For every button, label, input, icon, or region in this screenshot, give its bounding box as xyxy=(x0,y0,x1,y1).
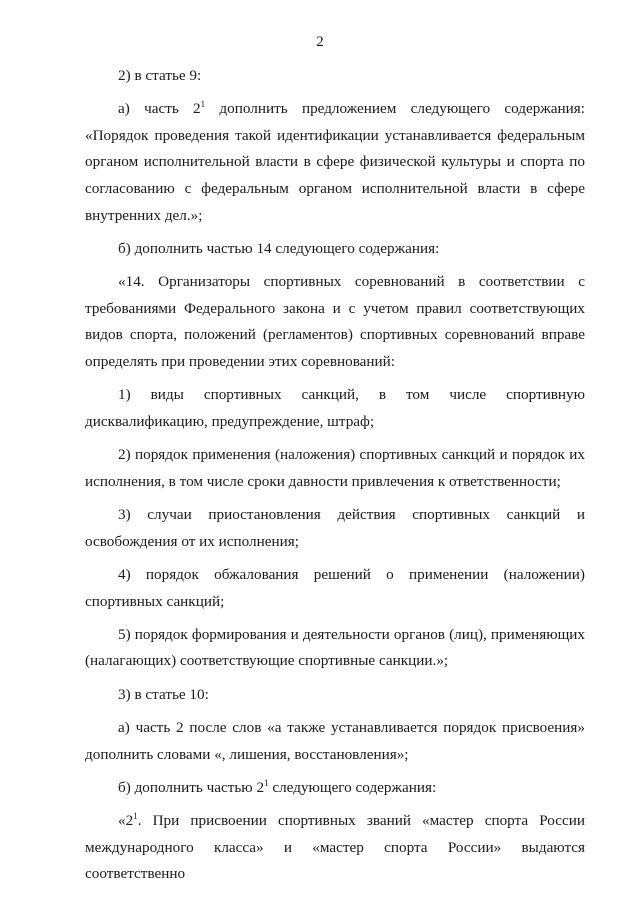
paragraph-2-1-rest: . При присвоении спортивных званий «мастер спорта России международного класса» и «мастер спорта России» выдаются соответственно xyxy=(85,812,585,883)
paragraph-9a-rest: дополнить предложением следующего содержания: «Порядок проведения такой идентификации устанавливается федеральным органом исполнительной власти в сфере физической культуры и спорта по согласованию с федеральным органом исполнительной власти в сфере внутренних дел.»; xyxy=(85,100,585,224)
page-number: 2 xyxy=(316,34,324,50)
document-body xyxy=(85,63,585,895)
paragraph-9b: б) дополнить частью 14 следующего содержания: xyxy=(118,239,440,257)
superscript: 1 xyxy=(264,777,269,788)
paragraph-10b-start: б) дополнить частью 2 xyxy=(118,778,265,796)
paragraph-9a xyxy=(85,96,585,229)
paragraph-part-14: «14. Организаторы спортивных соревнований в соответствии с требованиями Федерального закона и с учетом правил соответствующих видов спорта, положений (регламентов) спортивных соревнований вправе определять при проведении этих соревнований: xyxy=(85,273,585,370)
paragraph-10b xyxy=(85,775,585,802)
superscript: 1 xyxy=(133,811,138,822)
list-item-1: 1) виды спортивных санкций, в том числе спортивную дисквалификацию, предупреждение, штраф; xyxy=(85,386,585,430)
paragraph-10b-rest: следующего содержания: xyxy=(268,778,437,796)
superscript: 1 xyxy=(200,99,206,110)
paragraph-2-1-start: «2 xyxy=(118,812,134,830)
list-item-4: 4) порядок обжалования решений о применении (наложении) спортивных санкций; xyxy=(85,565,585,610)
list-item-5: 5) порядок формирования и деятельности органов (лиц), применяющих (налагающих) соответствующие спортивные санкции.»; xyxy=(85,625,585,670)
list-item-3: 3) случаи приостановления действия спортивных санкций и освобождения от их исполнения; xyxy=(85,506,585,550)
paragraph-article-9: 2) в статье 9: xyxy=(118,67,202,84)
paragraph-part-2-1 xyxy=(85,808,585,888)
paragraph-article-10: 3) в статье 10: xyxy=(118,685,209,703)
paragraph-9a-start: а) часть 2 xyxy=(118,100,201,118)
paragraph-10a: а) часть 2 после слов «а также устанавливается порядок присвоения» дополнить словами «, лишения, восстановления»; xyxy=(85,718,585,763)
list-item-2: 2) порядок применения (наложения) спортивных санкций и порядок их исполнения, в том числе сроки давности привлечения к ответственности; xyxy=(85,446,585,490)
